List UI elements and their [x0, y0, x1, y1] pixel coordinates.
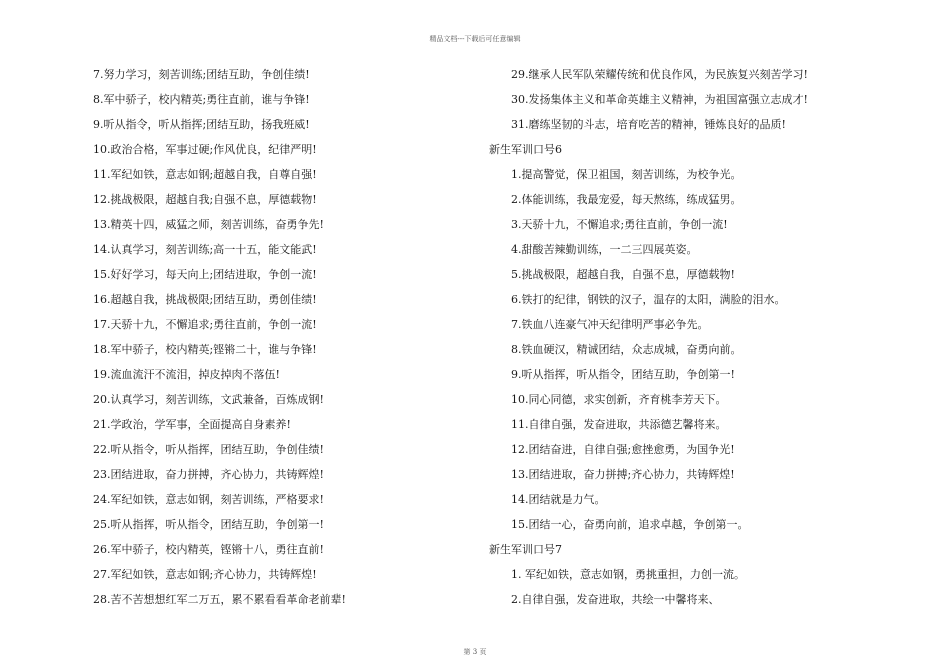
- slogan-item: 18.军中骄子，校内精英;铿锵二十，谁与争锋!: [93, 343, 317, 356]
- slogan-item: 25.听从指挥，听从指令，团结互助，争创第一!: [93, 518, 324, 531]
- slogan-item: 28.苦不苦想想红军二万五，累不累看看革命老前辈!: [93, 593, 346, 606]
- left-column: [93, 66, 493, 616]
- slogan-item: 14.认真学习，刻苦训练;高一十五，能文能武!: [93, 243, 317, 256]
- slogan-item: 16.超越自我，挑战极限;团结互助，勇创佳绩!: [93, 293, 317, 306]
- slogan-item: 3.天骄十九，不懈追求;勇往直前，争创一流!: [511, 218, 728, 231]
- section-heading: 新生军训口号7: [489, 543, 562, 556]
- slogan-item: 27.军纪如铁，意志如钢;齐心协力，共铸辉煌!: [93, 568, 317, 581]
- slogan-item: 19.流血流汗不流泪，掉皮掉肉不落伍!: [93, 368, 280, 381]
- slogan-item: 14.团结就是力气。: [511, 493, 606, 506]
- slogan-item: 11.自律自强，发奋进取，共添德艺馨将来。: [511, 418, 727, 431]
- slogan-item: 2.自律自强，发奋进取，共绘一中馨将来、: [511, 593, 720, 606]
- slogan-item: 15.好好学习，每天向上;团结进取，争创一流!: [93, 268, 317, 281]
- slogan-item: 4.甜酸苦辣勤训练，一二三四展英姿。: [511, 243, 698, 256]
- slogan-item: 8.铁血硬汉，精诚团结，众志成城，奋勇向前。: [511, 343, 742, 356]
- slogan-item: 1. 军纪如铁，意志如钢，勇挑重担，力创一流。: [511, 568, 745, 581]
- slogan-item: 12.团结奋进，自律自强;愈挫愈勇，为国争光!: [511, 443, 735, 456]
- slogan-item: 12.挑战极限，超越自我;自强不息，厚德载物!: [93, 193, 317, 206]
- slogan-item: 6.铁打的纪律，钢铁的汉子，温存的太阳，满脸的泪水。: [511, 293, 786, 306]
- slogan-item: 10.政治合格，军事过硬;作风优良，纪律严明!: [93, 143, 317, 156]
- slogan-item: 1.提高警觉，保卫祖国，刻苦训练，为校争光。: [511, 168, 742, 181]
- slogan-item: 26.军中骄子，校内精英，铿锵十八，勇往直前!: [93, 543, 324, 556]
- section-heading: 新生军训口号6: [489, 143, 562, 156]
- slogan-item: 13.团结进取，奋力拼搏;齐心协力，共铸辉煌!: [511, 468, 735, 481]
- slogan-item: 10.同心同德，求实创新，齐育桃李芳天下。: [511, 393, 727, 406]
- slogan-item: 15.团结一心，奋勇向前，追求卓越，争创第一。: [511, 518, 749, 531]
- slogan-item: 29.继承人民军队荣耀传统和优良作风，为民族复兴刻苦学习!: [511, 68, 808, 81]
- page-number: 第 3 页: [463, 648, 487, 656]
- slogan-item: 20.认真学习，刻苦训练，文武兼备，百炼成钢!: [93, 393, 324, 406]
- slogan-item: 11.军纪如铁，意志如钢;超越自我，自尊自强!: [93, 168, 317, 181]
- slogan-item: 5.挑战极限，超越自我，自强不息，厚德载物!: [511, 268, 735, 281]
- slogan-item: 23.团结进取，奋力拼搏，齐心协力，共铸辉煌!: [93, 468, 324, 481]
- slogan-item: 2.体能训练，我最宠爱，每天熬练，练成猛男。: [511, 193, 742, 206]
- slogan-item: 17.天骄十九，不懈追求;勇往直前，争创一流!: [93, 318, 317, 331]
- slogan-item: 13.精英十四，威猛之师，刻苦训练，奋勇争先!: [93, 218, 324, 231]
- slogan-item: 30.发扬集体主义和革命英雄主义精神，为祖国富强立志成才!: [511, 93, 808, 106]
- slogan-item: 24.军纪如铁，意志如钢，刻苦训练，严格要求!: [93, 493, 324, 506]
- slogan-item: 7.铁血八连豪气冲天纪律明严事必争先。: [511, 318, 709, 331]
- slogan-item: 7.努力学习，刻苦训练;团结互助，争创佳绩!: [93, 68, 310, 81]
- slogan-item: 31.磨练坚韧的斗志，培育吃苦的精神，锤炼良好的品质!: [511, 118, 786, 131]
- slogan-item: 21.学政治，学军事，全面提高自身素养!: [93, 418, 291, 431]
- slogan-item: 9.听从指挥，听从指令，团结互助，争创第一!: [511, 368, 735, 381]
- slogan-item: 22.听从指令，听从指挥，团结互助，争创佳绩!: [93, 443, 324, 456]
- right-column: [483, 66, 903, 616]
- slogan-item: 9.听从指令，听从指挥;团结互助，扬我班威!: [93, 118, 310, 131]
- slogan-item: 8.军中骄子，校内精英;勇往直前，谁与争锋!: [93, 93, 310, 106]
- page-header: 精品文档---下载后可任意编辑: [429, 35, 521, 43]
